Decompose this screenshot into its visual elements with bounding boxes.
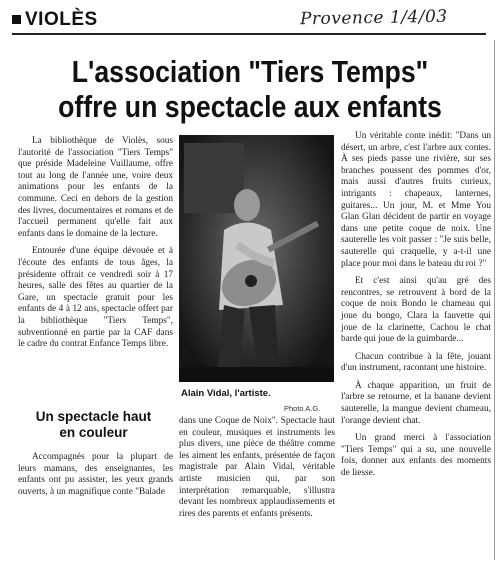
guitarist-illustration (179, 135, 334, 382)
section-label (12, 9, 98, 31)
col2-paragraph-1: dans une Coque de Noix". Spectacle haut en couleur, musiques et instruments les plus divers, une pièce de théâtre comme les aiment les enfants, présentée de façon magistrale par Alain Vidal, véritable artiste musicien qui, par son interprétation remarquable, s'illustra devant les nombreux applaudissements et rires des parents et enfants présents. (179, 416, 335, 519)
section-square-icon (12, 15, 21, 24)
clipping-edge (494, 40, 495, 560)
handwritten-note: Provence 1/4/03 (299, 6, 448, 30)
col3-paragraph-5: Un grand merci à l'association "Tiers Temps" qui a su, une nouvelle fois, donner aux enfants des moments de liesse. (341, 433, 491, 479)
col3-paragraph-2: Et c'est ainsi qu'au gré des rencontres, se retrouvent à bord de la coque de noix Bondo le chameau qui joue du bongo, Clara la fauvette qui joue de la clarinette, Cachou le chat barde qui joue de la guimbarde... (341, 276, 491, 345)
performer-photo (179, 135, 334, 382)
top-rule (12, 33, 486, 35)
photo-caption: Alain Vidal, l'artiste. (181, 388, 271, 399)
col3-paragraph-3: Chacun contribue à la fête, jouant d'un instrument, racontant une histoire. (341, 351, 491, 374)
col1-paragraph-1: La bibliothèque de Violès, sous l'autorité de l'association "Tiers Temps" que préside Madeleine Vuillaume, offre tout au long de l'année une, voire deux animations pour les enfants de la commune. Ceci en dehors de la gestion des livres, documentaires et romans et de l'accueil permanent qu'elle fait aux enfants dans le domaine de la lecture. (18, 136, 173, 239)
headline-line-1: L'association "Tiers Temps" (71, 54, 429, 89)
col1-paragraph-2: Entourée d'une équipe dévouée et à l'écoute des enfants de tous âges, la présidente offrait ce vendredi soir à 17 heures, salle des fêtes au quartier de la Gare, un spectacle gratuit pour les enfants de 4 à 12 ans, spectacle offert par la bibliothèque "Tiers Temps", subventionné en partie par la CAF dans le cadre du contrat Enfance Temps libre. (18, 246, 173, 350)
col3-paragraph-1: Un véritable conte inédit: "Dans un désert, un arbre, c'est l'arbre aux contes. À ses pieds passe une rivière, sur ses branches poussent des pommes d'or, mais aussi d'autres fruits curieux, intrigants : chapeaux, lanternes, guitares... Un jour, M. et Mme You Glan Glan décident de partir en voyage dans une petite coque de noix. Une sauterelle les voit passer : "Je suis belle, sauterelle qui craquelle, y a-t-il une place pour moi dans le bateau du roi ?" (341, 131, 491, 269)
photo-credit: Photo A.G. (284, 404, 321, 413)
article-column-1 (18, 136, 173, 357)
headline-line-2: offre un spectacle aux enfants (58, 89, 442, 124)
col3-paragraph-4: À chaque apparition, un fruit de l'arbre se retourne, et la banane devient sauterelle, la mangue devient chameau, l'orange devient chat. (341, 380, 491, 426)
subheading: Un spectacle haut en couleur (35, 409, 152, 440)
article-column-3 (341, 131, 491, 486)
section-title: VIOLÈS (25, 9, 98, 30)
col1-paragraph-3: Accompagnés pour la plupart de leurs mamans, des enseignantes, les enfants ont pu assister, les yeux grands ouverts, à un magnifique conte "Balade (18, 452, 173, 497)
article-column-2 (179, 416, 335, 526)
article-column-1-bottom (18, 452, 173, 504)
